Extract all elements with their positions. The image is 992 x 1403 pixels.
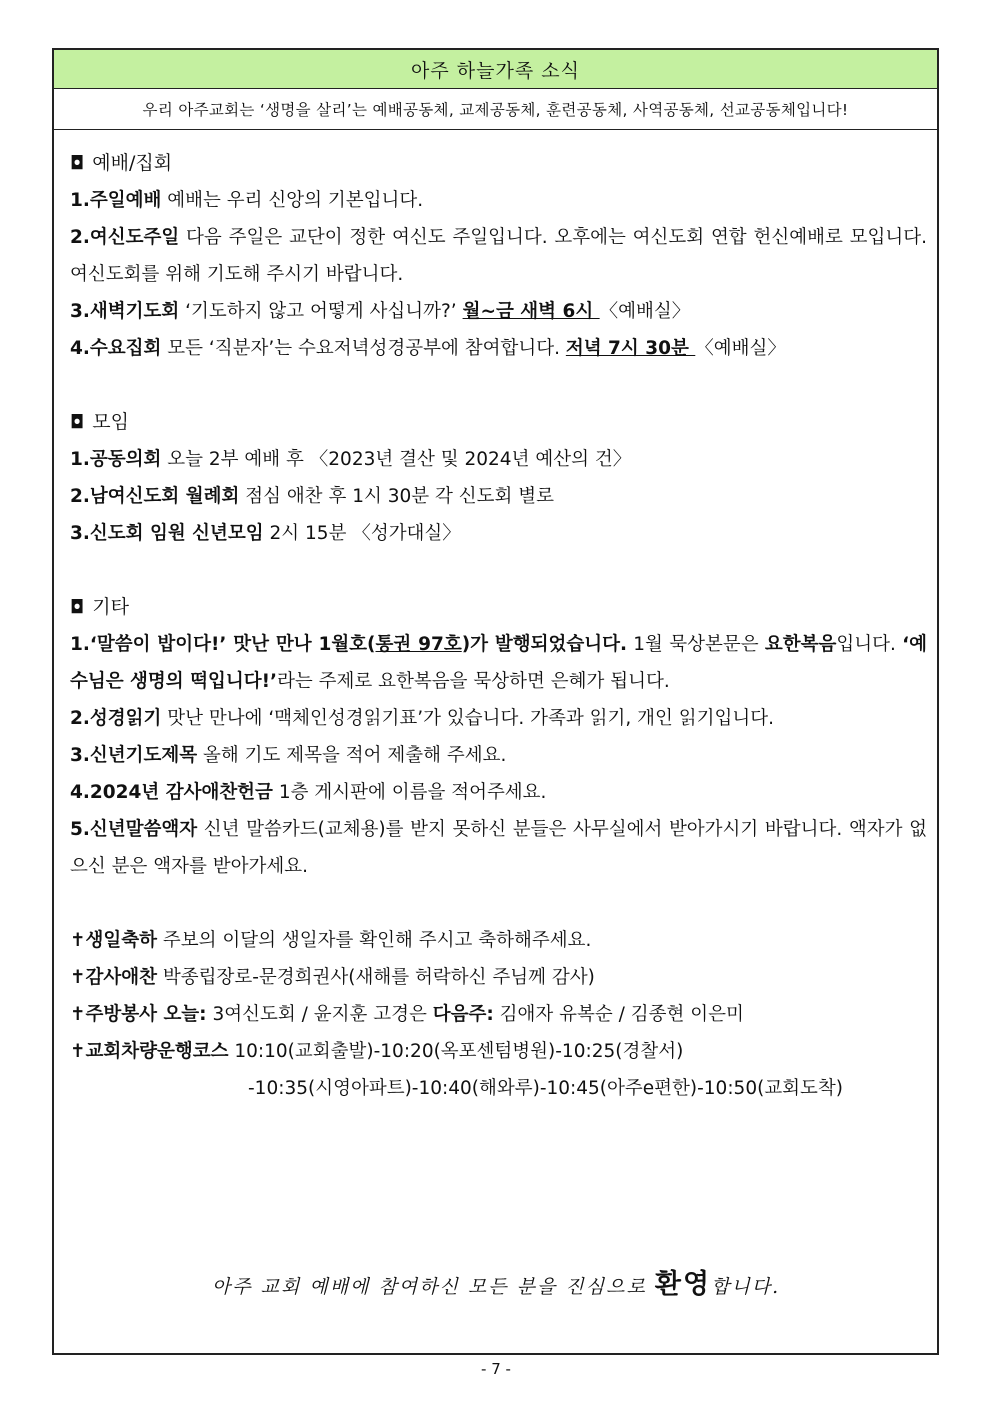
section-heading-worship <box>70 145 927 182</box>
spacer <box>70 552 927 589</box>
item-label: 생일축하 <box>85 930 157 951</box>
notice-vehicle-cont <box>70 1070 927 1107</box>
etc-item-1 <box>70 626 927 700</box>
spacer <box>70 367 927 404</box>
worship-item-1 <box>70 182 927 219</box>
item-text: 박종립장로-문경희권사(새해를 허락하신 주님께 감사) <box>157 967 595 988</box>
item-text: ‘기도하지 않고 어떻게 사십니까?’ <box>179 301 463 322</box>
cross-icon: ✝ <box>70 1004 86 1025</box>
etc-item-2 <box>70 700 927 737</box>
section-title: 모임 <box>92 411 129 433</box>
item-label: 2.여신도주일 <box>70 227 180 248</box>
route-line-1: 10:10(교회출발)-10:20(옥포센텀병원)-10:25(경찰서) <box>228 1041 684 1062</box>
item-time: 저녁 7시 30분 <box>565 338 696 359</box>
next-week-label: 다음주: <box>432 1004 494 1025</box>
section-heading-etc <box>70 589 927 626</box>
today-volunteers: 3여신도회 / 윤지훈 고경은 <box>206 1004 433 1025</box>
item-label: 3.신년기도제목 <box>70 745 198 766</box>
item-label: 주방봉사 <box>85 1004 157 1025</box>
item-label: 교회차량운행코스 <box>85 1041 229 1062</box>
etc-item-4 <box>70 774 927 811</box>
cross-icon: ✝ <box>70 930 86 951</box>
item-label: 2.남여신도회 월례회 <box>70 486 240 507</box>
item-label: 4.수요집회 <box>70 338 162 359</box>
diamond-bullet-icon: ◘ <box>70 597 85 618</box>
section-title: 기타 <box>92 596 129 618</box>
item-label: 1.주일예배 <box>70 190 162 211</box>
item-label: 1.공동의회 <box>70 449 162 470</box>
item-text: 라는 주제로 요한복음을 묵상하면 은혜가 됩니다. <box>277 671 670 692</box>
worship-item-2 <box>70 219 927 293</box>
item-text: 1월 묵상본문은 <box>627 634 765 655</box>
item-text: 예배는 우리 신앙의 기본입니다. <box>161 190 424 211</box>
item-time: 월~금 새벽 6시 <box>462 301 600 322</box>
item-text: 주보의 이달의 생일자를 확인해 주시고 축하해주세요. <box>157 930 592 951</box>
cross-icon: ✝ <box>70 967 86 988</box>
item-text: 오늘 2부 예배 후 〈2023년 결산 및 2024년 예산의 건〉 <box>161 449 632 470</box>
content-area <box>70 145 927 1107</box>
notice-kitchen <box>70 996 927 1033</box>
item-text: 2시 15분 〈성가대실〉 <box>263 523 461 544</box>
diamond-bullet-icon: ◘ <box>70 412 85 433</box>
meeting-item-1 <box>70 441 927 478</box>
worship-item-4 <box>70 330 927 367</box>
page-title: 아주 하늘가족 소식 <box>54 50 937 89</box>
item-text: 올해 기도 제목을 적어 제출해 주세요. <box>197 745 507 766</box>
item-label-end: )가 발행되었습니다. <box>461 634 628 655</box>
today-label: 오늘: <box>157 1004 207 1025</box>
page-number: - 7 - <box>481 1360 511 1378</box>
notice-thanks <box>70 959 927 996</box>
item-label: 2.성경읽기 <box>70 708 162 729</box>
etc-item-5 <box>70 811 927 885</box>
item-label: 1.‘말씀이 밥이다!’ 맛난 만나 1월호( <box>70 634 376 655</box>
item-label: 4.2024년 감사애찬헌금 <box>70 782 273 803</box>
route-line-2: -10:35(시영아파트)-10:40(해와루)-10:45(아주e편한)-10:50(교회도착) <box>248 1078 844 1099</box>
closing-text: 아주 교회 예배에 참여하신 모든 분을 진심으로 <box>211 1276 655 1298</box>
item-text: 1층 게시판에 이름을 적어주세요. <box>272 782 547 803</box>
meeting-item-3 <box>70 515 927 552</box>
cross-icon: ✝ <box>70 1041 86 1062</box>
item-text: 신년 말씀카드(교체용)를 받지 못하신 분들은 사무실에서 받아가시기 바랍니다. 액자가 없으신 분은 액자를 받아가세요. <box>70 819 927 877</box>
item-text: 다음 주일은 교단이 정한 여신도 주일입니다. 오후에는 여신도회 연합 헌신예배로 모입니다. 여신도회를 위해 기도해 주시기 바랍니다. <box>70 227 927 285</box>
item-place: 〈예배실〉 <box>599 301 691 322</box>
diamond-bullet-icon: ◘ <box>70 153 85 174</box>
bulletin-frame <box>52 48 939 1355</box>
item-label: 감사애찬 <box>85 967 157 988</box>
next-week-volunteers: 김애자 유복순 / 김종현 이은미 <box>493 1004 744 1025</box>
item-label: 3.신도회 임원 신년모임 <box>70 523 264 544</box>
closing-emphasis: 환영 <box>654 1269 712 1300</box>
theme: ‘예수님은 생명의 떡입니다!’ <box>70 634 928 692</box>
item-text: 점심 애찬 후 1시 30분 각 신도회 별로 <box>239 486 554 507</box>
closing-message <box>0 1262 992 1301</box>
book-name: 요한복음 <box>764 634 837 655</box>
meeting-item-2 <box>70 478 927 515</box>
worship-item-3 <box>70 293 927 330</box>
etc-item-3 <box>70 737 927 774</box>
item-text: 맛난 만나에 ‘맥체인성경읽기표’가 있습니다. 가족과 읽기, 개인 읽기입니다. <box>161 708 774 729</box>
item-label: 3.새벽기도회 <box>70 301 180 322</box>
spacer <box>70 885 927 922</box>
notice-birthday <box>70 922 927 959</box>
section-heading-meetings <box>70 404 927 441</box>
closing-text-end: 합니다. <box>711 1276 781 1298</box>
item-label: 5.신년말씀액자 <box>70 819 198 840</box>
section-title: 예배/집회 <box>92 152 173 174</box>
item-text: 입니다. <box>836 634 903 655</box>
item-text: 모든 ‘직분자’는 수요저녁성경공부에 참여합니다. <box>161 338 566 359</box>
issue-number: 통권 97호 <box>375 634 462 655</box>
page-subtitle: 우리 아주교회는 ‘생명을 살리’는 예배공동체, 교제공동체, 훈련공동체, 사역공동체, 선교공동체입니다! <box>54 89 937 130</box>
item-place: 〈예배실〉 <box>695 338 786 359</box>
notice-vehicle <box>70 1033 927 1070</box>
